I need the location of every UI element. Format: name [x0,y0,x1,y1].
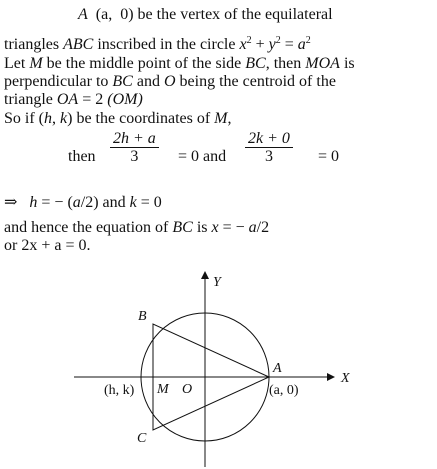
hk-coordinate-label: (h, k) [104,383,135,398]
a0-coordinate-label: (a, 0) [269,383,299,398]
point-o-label: O [182,382,193,397]
point-b-label: B [138,309,147,324]
vertex-a: A [78,6,88,23]
point-m-label: M [157,382,169,397]
implies-arrow: ⇒ [4,194,18,211]
fraction-k-numerator: 2k + 0 [245,130,293,148]
text-line-2: triangles ABC inscribed in the circle $x^2 + y^2 = a^2$ [4,35,311,53]
text-line-4: perpendicular to BC and O being the centroid of the [4,73,336,90]
equals-zero-and: = 0 and [178,148,227,165]
text-line-6: So if (h, k) be the coordinates of M, [4,110,232,127]
y-axis-label: Y [213,275,221,290]
fraction-k-denominator: 3 [264,148,273,165]
fraction-h-numerator: 2h + a [110,130,159,148]
text-line-1 [78,6,333,24]
text-line-10: or 2x + a = 0. [4,237,91,254]
coord-open: (a, [95,6,113,23]
fraction-k [245,130,293,165]
then-label: then [68,148,96,165]
geometry-figure [0,262,437,469]
text-line-5: triangle OA = 2 (OM) [4,91,143,108]
point-c-label: C [137,431,147,446]
x-axis-label: X [341,371,350,386]
text-line-3: Let M be the middle point of the side BC, then MOA is [4,55,355,72]
fraction-h-denominator: 3 [130,148,139,165]
text-line-8: ⇒ h = − (a/2) and k = 0 [4,194,162,211]
equals-zero: = 0 [318,148,340,165]
line1-rest: 0) be the vertex of the equilateral [120,6,333,23]
point-a-label: A [273,361,282,376]
fraction-h [110,130,159,165]
text-line-9: and hence the equation of BC is x = − a/2 [4,219,270,236]
